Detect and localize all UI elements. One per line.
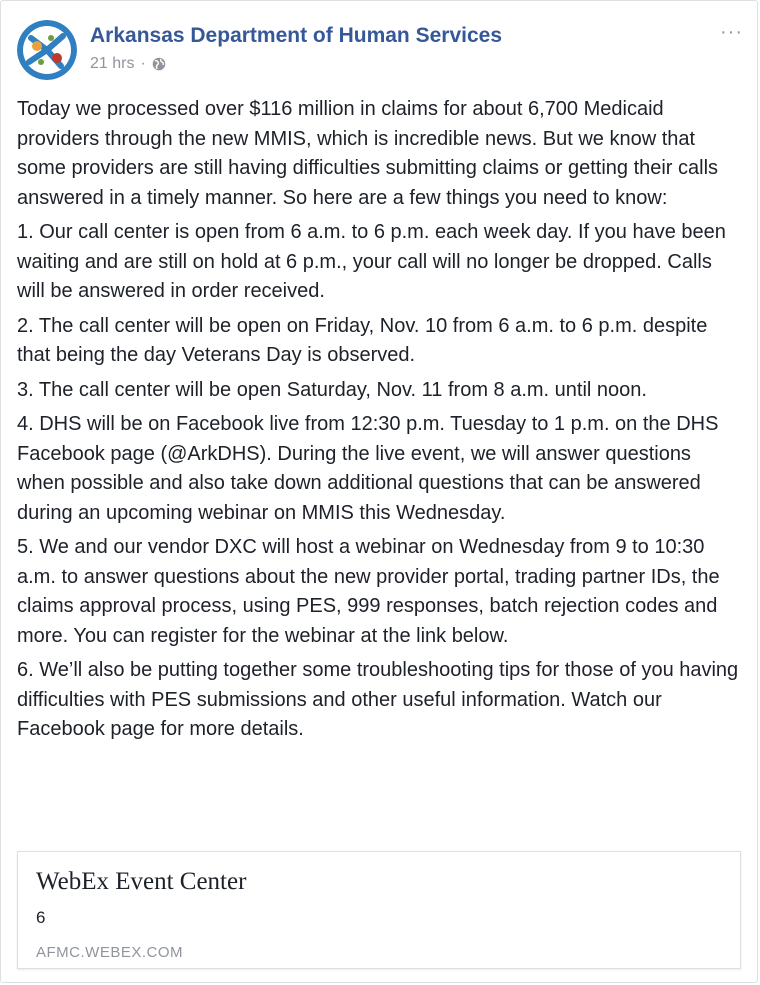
dhs-logo-icon [17, 20, 77, 80]
globe-icon[interactable] [152, 57, 166, 71]
post-paragraph: 4. DHS will be on Facebook live from 12:30 p.m. Tuesday to 1 p.m. on the DHS Facebook page (@ArkDHS). During the live event, we will answer questions when possible and also take down additional questions that can be answered during an upcoming webinar on MMIS this Wednesday. [17, 413, 719, 524]
post-paragraph: 2. The call center will be open on Friday, Nov. 10 from 6 a.m. to 6 p.m. despite that being the day Veterans Day is observed. [17, 314, 708, 366]
post-paragraph: Today we processed over $116 million in claims for about 6,700 Medicaid providers through the new MMIS, which is incredible news. But we know that some providers are still having difficulties submitting claims or getting their calls answered in a timely manner. So here are a few things you need to know: [17, 98, 719, 209]
meta-separator: · [140, 55, 146, 72]
link-preview-title[interactable]: WebEx Event Center [36, 868, 247, 895]
post-meta [90, 55, 166, 73]
page-name-link[interactable]: Arkansas Department of Human Services [90, 24, 502, 47]
more-options-button[interactable]: ··· [720, 21, 743, 43]
post-paragraph: 1. Our call center is open from 6 a.m. to 6 p.m. each week day. If you have been waiting and are still on hold at 6 p.m., your call will no longer be dropped. Calls will be answered in order received. [17, 221, 726, 302]
page-avatar[interactable] [17, 20, 77, 80]
link-preview-description: 6 [36, 908, 46, 927]
post-paragraph: 5. We and our vendor DXC will host a webinar on Wednesday from 9 to 10:30 a.m. to answer questions about the new provider portal, trading partner IDs, the claims approval process, using PES, 999 responses, batch rejection codes and more. You can register for the webinar at the link below. [17, 536, 720, 647]
link-preview-domain: AFMC.WEBEX.COM [36, 944, 184, 961]
post-header [17, 17, 741, 81]
post-body [17, 95, 743, 750]
post-timestamp[interactable]: 21 hrs [90, 55, 135, 72]
post-paragraph: 6. We’ll also be putting together some troubleshooting tips for those of you having difficulties with PES submissions and other useful information. Watch our Facebook page for more details. [17, 659, 739, 740]
link-preview-card[interactable] [17, 851, 741, 969]
post-paragraph: 3. The call center will be open Saturday, Nov. 11 from 8 a.m. until noon. [17, 378, 647, 401]
